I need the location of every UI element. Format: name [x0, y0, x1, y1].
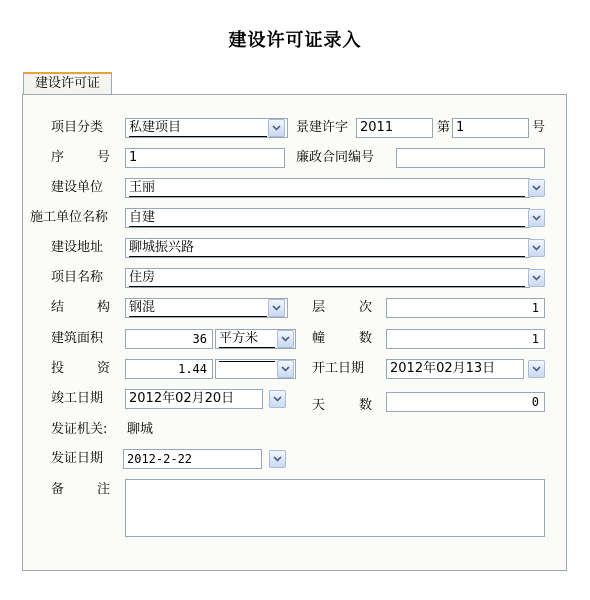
finish-date-input[interactable]: 2012年02月20日 — [125, 389, 263, 409]
contract-no-input[interactable] — [396, 148, 545, 168]
floor-area-label: 建筑面积 — [51, 331, 104, 346]
remarks-label-a: 备 — [51, 482, 65, 497]
builder-unit-name-dropdown-button[interactable] — [528, 209, 545, 227]
chevron-down-icon — [532, 366, 541, 372]
remarks-textarea[interactable] — [125, 479, 545, 537]
address-label: 建设地址 — [51, 240, 104, 255]
buildings-input[interactable]: 1 — [386, 329, 545, 349]
issue-date-input[interactable]: 2012-2-22 — [123, 449, 262, 469]
structure-label-b: 构 — [96, 300, 110, 315]
remarks-label-b: 注 — [96, 482, 110, 497]
structure-label — [51, 298, 110, 318]
investment-label-a: 投 — [51, 361, 65, 376]
permit-year-input[interactable]: 2011 — [356, 118, 433, 138]
chevron-down-icon — [272, 305, 281, 311]
construction-unit-label: 建设单位 — [51, 180, 104, 195]
layer-label-a: 层 — [312, 300, 326, 315]
chevron-down-icon — [532, 245, 541, 251]
chevron-down-icon — [281, 336, 290, 342]
days-input[interactable]: 0 — [386, 392, 545, 412]
remarks-label — [51, 480, 110, 500]
investment-label — [51, 359, 110, 379]
project-category-label: 项目分类 — [51, 120, 104, 135]
start-date-input[interactable]: 2012年02月13日 — [386, 359, 524, 379]
window-title: 建设许可证录入 — [228, 30, 362, 51]
address-dropdown-button[interactable] — [528, 239, 545, 257]
construction-unit-value: 王丽 — [129, 180, 525, 197]
buildings-label-b: 数 — [358, 331, 372, 346]
issue-date-label: 发证日期 — [51, 451, 104, 466]
finish-date-label: 竣工日期 — [51, 391, 104, 406]
chevron-down-icon — [273, 456, 282, 462]
issuer-value: 聊城 — [127, 422, 154, 437]
sequence-label — [51, 148, 110, 168]
address-select[interactable] — [125, 238, 530, 258]
chevron-down-icon — [273, 396, 282, 402]
invest-unit-value — [219, 361, 275, 362]
construction-unit-select[interactable] — [125, 178, 530, 198]
chevron-down-icon — [272, 125, 281, 131]
area-unit-value: 平方米 — [219, 331, 275, 348]
project-name-value: 住房 — [129, 270, 525, 287]
layer-input[interactable]: 1 — [386, 298, 545, 318]
finish-date-picker-button[interactable] — [269, 390, 286, 408]
structure-select[interactable] — [125, 298, 288, 318]
structure-label-a: 结 — [51, 300, 65, 315]
builder-unit-name-value: 自建 — [129, 210, 525, 227]
days-label-a: 天 — [312, 398, 326, 413]
permit-number-input[interactable]: 1 — [452, 118, 529, 138]
layer-label — [312, 298, 372, 318]
sequence-label-a: 序 — [51, 150, 65, 165]
tab-construction-permit[interactable]: 建设许可证 — [23, 72, 112, 94]
sequence-label-b: 号 — [96, 150, 110, 165]
issue-date-picker-button[interactable] — [269, 450, 286, 468]
jing-permit-label: 景建许字 — [296, 120, 349, 135]
structure-dropdown-button[interactable] — [268, 299, 285, 317]
project-category-dropdown-button[interactable] — [268, 119, 285, 137]
chevron-down-icon — [532, 275, 541, 281]
structure-value: 钢混 — [129, 300, 267, 317]
project-name-dropdown-button[interactable] — [528, 269, 545, 287]
project-name-label: 项目名称 — [51, 270, 104, 285]
floor-area-input[interactable]: 36 — [125, 329, 213, 349]
start-date-picker-button[interactable] — [528, 360, 545, 378]
project-name-select[interactable] — [125, 268, 530, 288]
construction-unit-dropdown-button[interactable] — [528, 179, 545, 197]
address-value: 聊城振兴路 — [129, 240, 525, 257]
builder-unit-name-label: 施工单位名称 — [30, 210, 109, 225]
buildings-label-a: 幢 — [312, 331, 326, 346]
issuer-label: 发证机关: — [51, 422, 108, 437]
days-label — [312, 396, 372, 416]
di-label: 第 — [437, 120, 451, 135]
investment-input[interactable]: 1.44 — [125, 359, 213, 379]
start-date-label: 开工日期 — [312, 361, 365, 376]
invest-unit-dropdown-button[interactable] — [277, 360, 294, 378]
project-category-select[interactable] — [125, 118, 288, 138]
area-unit-dropdown-button[interactable] — [277, 330, 294, 348]
layer-label-b: 次 — [358, 300, 372, 315]
chevron-down-icon — [281, 366, 290, 372]
chevron-down-icon — [532, 185, 541, 191]
sequence-input[interactable]: 1 — [125, 148, 285, 168]
buildings-label — [312, 329, 372, 349]
builder-unit-name-select[interactable] — [125, 208, 530, 228]
hao-label: 号 — [532, 120, 546, 135]
chevron-down-icon — [532, 215, 541, 221]
investment-label-b: 资 — [96, 361, 110, 376]
project-category-value: 私建项目 — [129, 120, 267, 137]
contract-no-label: 廉政合同编号 — [296, 150, 375, 165]
days-label-b: 数 — [358, 398, 372, 413]
